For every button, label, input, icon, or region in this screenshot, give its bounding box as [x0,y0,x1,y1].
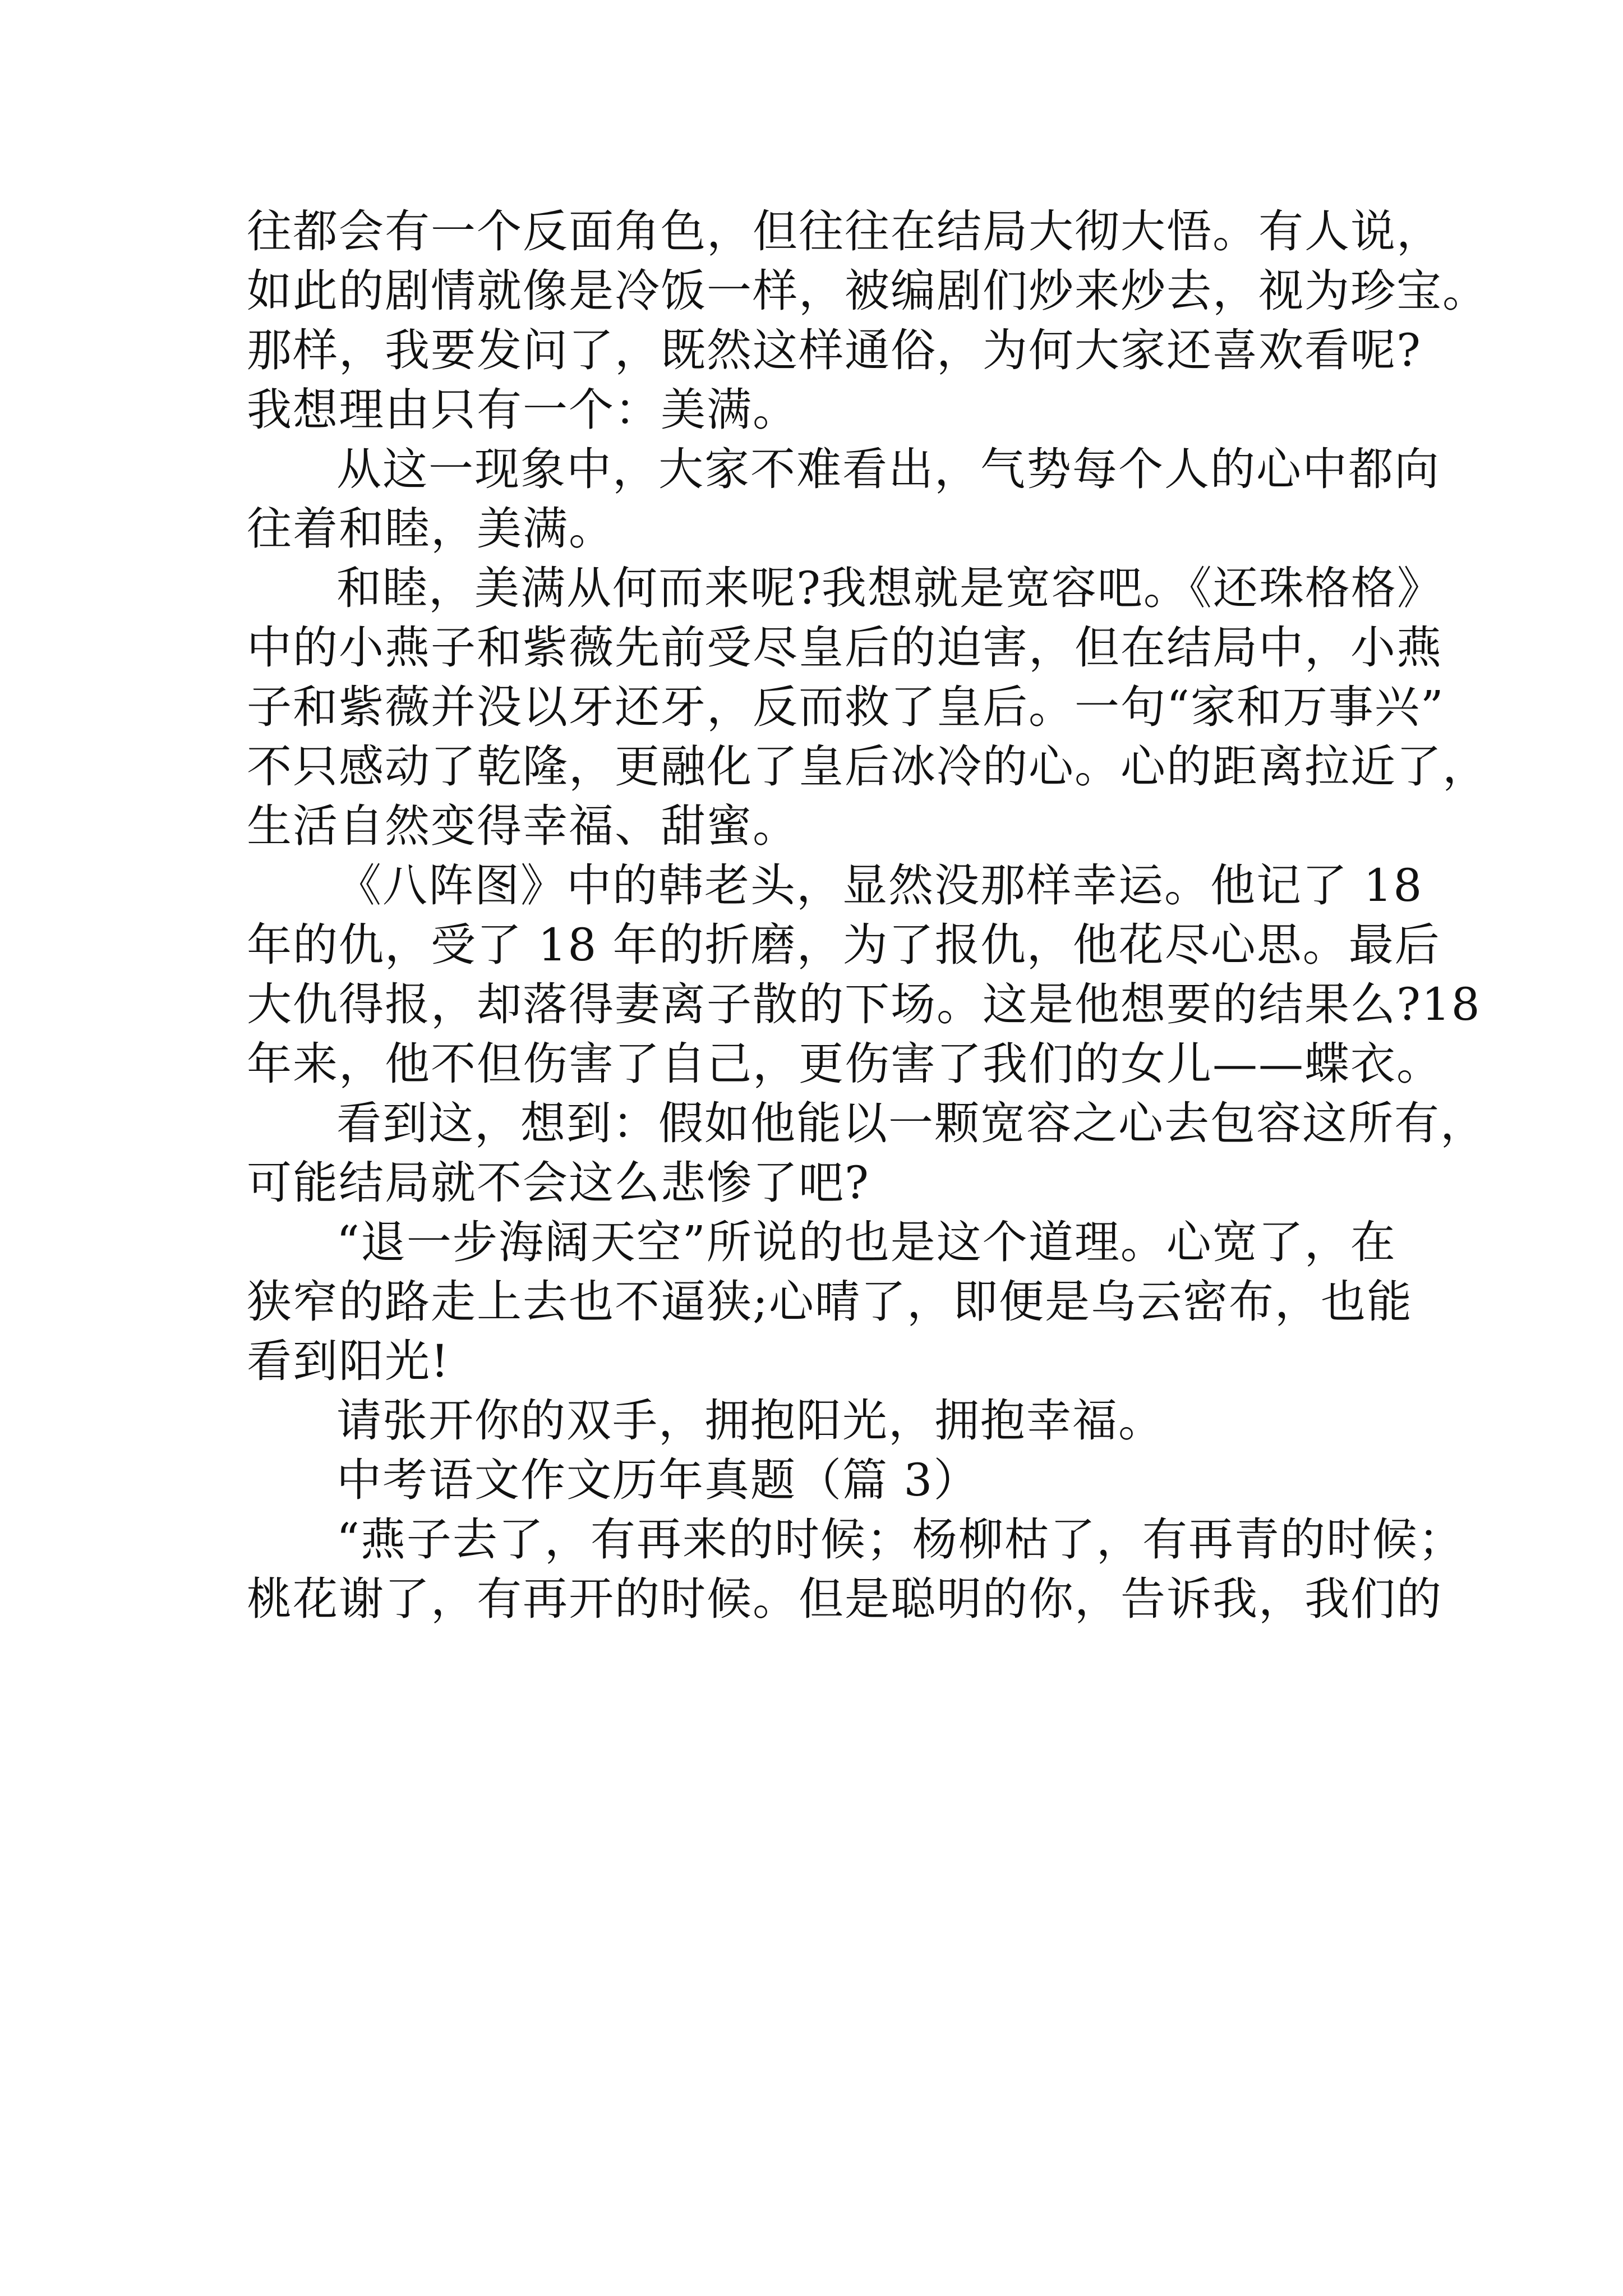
text-line: 和睦，美满从何而来呢?我想就是宽容吧。《还珠格格》 [336,562,1443,614]
text-line: 往着和睦，美满。 [247,503,615,555]
text-line: 不只感动了乾隆，更融化了皇后冰冷的心。心的距离拉近了， [247,740,1488,793]
text-line: 我想理由只有一个：美满。 [247,384,799,436]
text-line: 看到阳光! [247,1335,450,1387]
text-line: 请张开你的双手，拥抱阳光，拥抱幸福。 [336,1395,1164,1447]
text-line: 大仇得报，却落得妻离子散的下场。这是他想要的结果么?18 [247,978,1481,1030]
text-line: 如此的剧情就像是冷饭一样，被编剧们炒来炒去，视为珍宝。 [247,265,1488,317]
text-line: “燕子去了，有再来的时候；杨柳枯了，有再青的时候； [336,1513,1464,1566]
text-line: 往都会有一个反面角色，但往往在结局大彻大悟。有人说， [247,205,1442,257]
text-line: 那样，我要发问了，既然这样通俗，为何大家还喜欢看呢? [247,324,1422,376]
text-line: 桃花谢了，有再开的时候。但是聪明的你，告诉我，我们的 [247,1573,1442,1625]
document-body [247,202,1488,1629]
text-line: 生活自然变得幸福、甜蜜。 [247,800,799,852]
text-line: 子和紫薇并没以牙还牙，反而救了皇后。一句“家和万事兴” [247,681,1445,733]
text-line: “退一步海阔天空”所说的也是这个道理。心宽了，在 [336,1216,1396,1268]
text-line: 年来，他不但伤害了自己，更伤害了我们的女儿——蝶衣。 [247,1038,1442,1090]
text-line: 《八阵图》中的韩老头，显然没那样幸运。他记了 18 [336,859,1423,912]
text-line: 从这一现象中，大家不难看出，气势每个人的心中都向 [336,443,1440,495]
text-line: 可能结局就不会这么悲惨了吧? [247,1157,870,1209]
text-line: 中考语文作文历年真题（篇 3） [336,1454,980,1506]
text-line: 看到这，想到：假如他能以一颗宽容之心去包容这所有， [336,1097,1486,1149]
text-line: 中的小燕子和紫薇先前受尽皇后的迫害，但在结局中，小燕 [247,622,1442,674]
text-line: 年的仇，受了 18 年的折磨，为了报仇，他花尽心思。最后 [247,919,1441,971]
text-line: 狭窄的路走上去也不逼狭;心晴了，即便是乌云密布，也能 [247,1276,1413,1328]
